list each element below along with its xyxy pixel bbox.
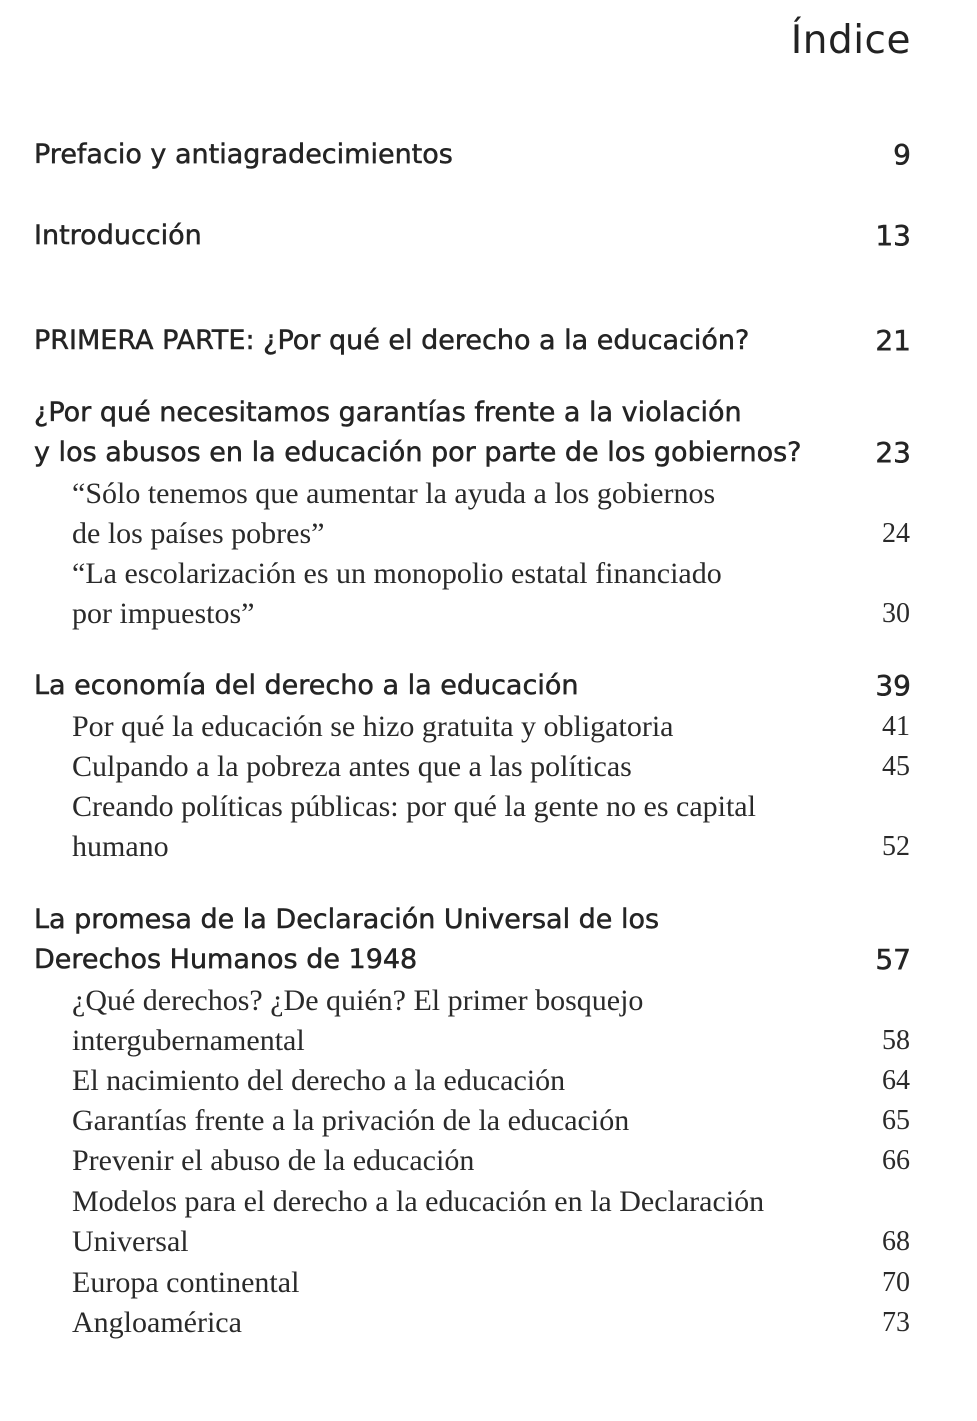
toc-page-number: 21 <box>875 324 911 357</box>
toc-entry-label: Por qué la educación se hizo gratuita y obligatoria <box>72 710 674 743</box>
toc-page-number: 45 <box>882 751 910 782</box>
toc-page-number: 30 <box>882 598 910 629</box>
toc-chapter-heading <box>34 393 911 473</box>
toc-entry-label: Prefacio y antiagradecimientos <box>34 139 453 170</box>
toc-page-number: 70 <box>882 1267 910 1298</box>
toc-page-number: 24 <box>882 518 910 549</box>
toc-section-entry <box>34 1182 911 1262</box>
toc-page-number: 41 <box>882 711 910 742</box>
toc-entry-label-line: de los países pobres” <box>72 517 325 550</box>
toc-entry-label: Europa continental <box>72 1266 300 1299</box>
toc-page-number: 57 <box>875 943 911 976</box>
toc-entry-introduccion <box>34 216 911 256</box>
toc-entry-label: El nacimiento del derecho a la educación <box>72 1064 566 1097</box>
toc-entry-label-line: por impuestos” <box>72 597 255 630</box>
toc-entry-label-line: “Sólo tenemos que aumentar la ayuda a los gobiernos <box>72 477 716 510</box>
toc-section-entry <box>34 707 911 747</box>
toc-section-entry <box>34 1061 911 1101</box>
toc-page-number: 68 <box>882 1226 910 1257</box>
toc-page-number: 23 <box>875 436 911 469</box>
toc-page-number: 9 <box>893 138 911 171</box>
toc-page-number: 58 <box>882 1025 910 1056</box>
toc-chapter-heading <box>34 666 911 706</box>
toc-section-entry <box>34 1101 911 1141</box>
toc-entry-label: Culpando a la pobreza antes que a las políticas <box>72 750 632 783</box>
toc-part-heading <box>34 321 911 361</box>
toc-entry-label-line: ¿Qué derechos? ¿De quién? El primer bosquejo <box>72 984 644 1017</box>
toc-page-number: 39 <box>875 669 911 702</box>
toc-entry-prefacio <box>34 135 911 175</box>
toc-entry-label: Garantías frente a la privación de la educación <box>72 1104 630 1137</box>
toc-entry-label: PRIMERA PARTE: ¿Por qué el derecho a la educación? <box>34 325 750 356</box>
toc-section-entry <box>34 981 911 1061</box>
toc-chapter-heading <box>34 900 911 980</box>
toc-page-number: 65 <box>882 1105 910 1136</box>
toc-entry-label-line: y los abusos en la educación por parte de los gobiernos? <box>34 437 802 468</box>
toc-entry-label: Introducción <box>34 220 202 251</box>
toc-section-entry <box>34 1303 911 1343</box>
toc-page-number: 73 <box>882 1307 910 1338</box>
toc-section-entry <box>34 747 911 787</box>
toc-entry-label-line: Universal <box>72 1225 189 1258</box>
toc-entry-label-line: humano <box>72 830 169 863</box>
toc-section-entry <box>34 787 911 867</box>
toc-page-number: 64 <box>882 1065 910 1096</box>
toc-entry-label-line: ¿Por qué necesitamos garantías frente a la violación <box>34 397 742 428</box>
toc-entry-label-line: La promesa de la Declaración Universal de los <box>34 904 660 935</box>
toc-entry-label-line: “La escolarización es un monopolio estatal financiado <box>72 557 722 590</box>
toc-section-entry <box>34 554 911 634</box>
toc-entry-label-line: Creando políticas públicas: por qué la gente no es capital <box>72 790 756 823</box>
toc-entry-label: La economía del derecho a la educación <box>34 670 579 701</box>
toc-page-number: 66 <box>882 1145 910 1176</box>
toc-page-number: 13 <box>875 219 911 252</box>
toc-entry-label-line: intergubernamental <box>72 1024 305 1057</box>
toc-section-entry <box>34 474 911 554</box>
page-title: Índice <box>790 18 911 63</box>
toc-entry-label-line: Modelos para el derecho a la educación en la Declaración <box>72 1185 765 1218</box>
toc-page-number: 52 <box>882 831 910 862</box>
toc-section-entry <box>34 1141 911 1181</box>
toc-entry-label-line: Derechos Humanos de 1948 <box>34 944 418 975</box>
toc-entry-label: Prevenir el abuso de la educación <box>72 1144 475 1177</box>
toc-entry-label: Angloamérica <box>72 1306 242 1339</box>
toc-section-entry <box>34 1263 911 1303</box>
